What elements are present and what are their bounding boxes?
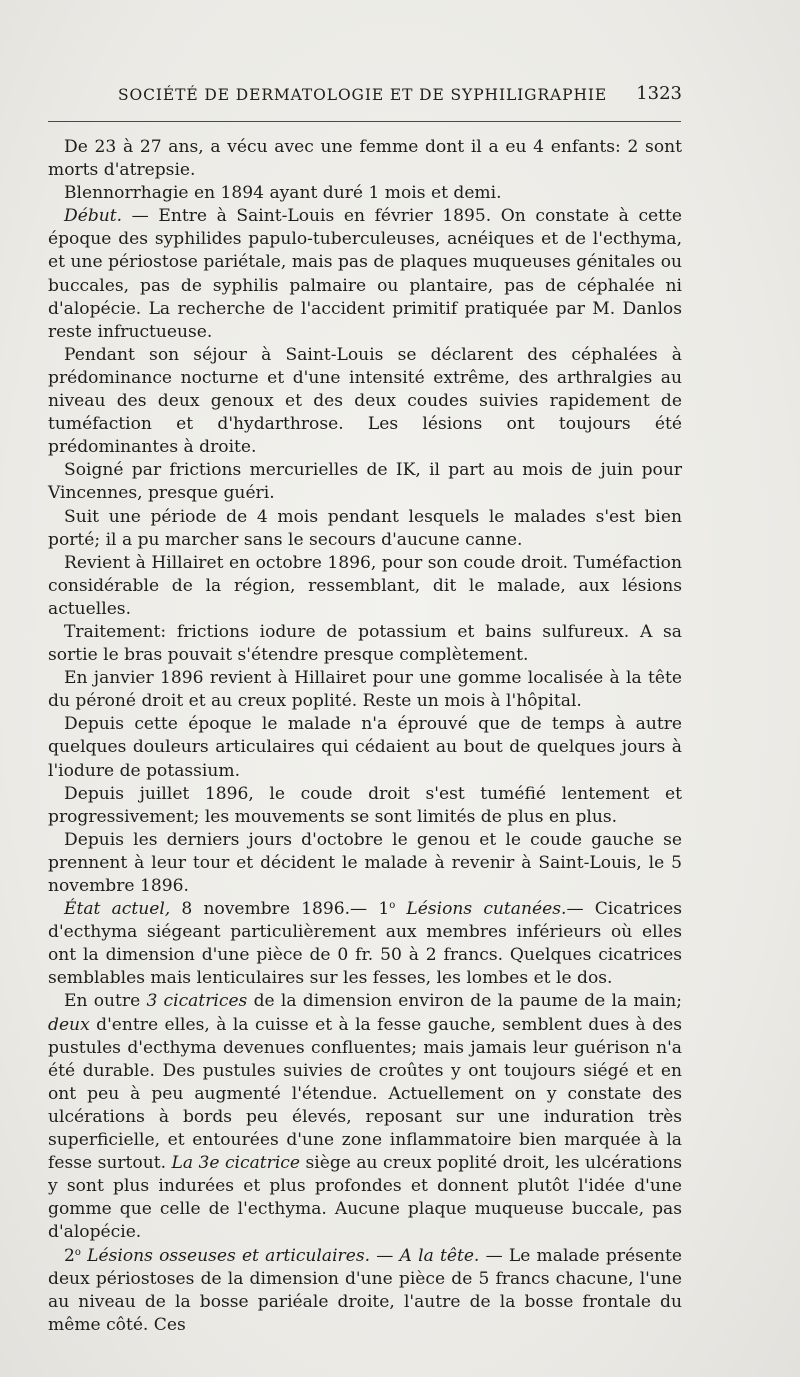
- superscript: o: [74, 1246, 81, 1258]
- paragraph-text: Revient à Hillairet en octobre 1896, pour son coude droit. Tuméfaction considérable de la région, ressemblant, dit le malade, aux lésions actuelles.: [48, 552, 682, 619]
- paragraph: [48, 506, 682, 552]
- superscript: o: [389, 900, 396, 912]
- header-rule: [48, 121, 681, 122]
- paragraph-text: — Entre à Saint-Louis en février 1895. On constate à cette époque des syphilides papulo-tuberculeuses, acnéiques et de l'ecthyma, et une périostose pariétale, mais pas de plaques muqueuses génitales ou buccales, pas de syphilis palmaire ou plantaire, pas de céphalée ni d'alopécie. La recherche de l'accident primitif pratiquée par M. Danlos reste infructueuse.: [48, 206, 682, 342]
- page-header: [118, 83, 682, 110]
- italic-label: Lésions cutanées.: [395, 899, 567, 920]
- paragraph-text: 8 novembre 1896.— 1: [170, 899, 390, 920]
- paragraph-text: Depuis cette époque le malade n'a éprouvé que de temps à autre quelques douleurs articulaires qui cédaient au bout de quelques jours à l'iodure de potassium.: [48, 714, 682, 781]
- paragraph: [48, 990, 682, 1244]
- paragraph: [48, 667, 682, 713]
- running-title: SOCIÉTÉ DE DERMATOLOGIE ET DE SYPHILIGRAPHIE: [118, 86, 608, 104]
- paragraph-text: Suit une période de 4 mois pendant lesquels le malades s'est bien porté; il a pu marcher sans le secours d'aucune canne.: [48, 506, 682, 550]
- paragraph-text: de la dimension environ de la paume de la main;: [247, 991, 683, 1012]
- italic-label: État actuel,: [64, 899, 171, 920]
- italic-label: Lésions osseuses et articulaires.: [80, 1245, 371, 1266]
- paragraph: [48, 552, 682, 621]
- paragraph: [48, 182, 682, 205]
- paragraph-text: 2: [64, 1245, 75, 1266]
- paragraph: [48, 459, 682, 505]
- paragraph-text: Depuis juillet 1896, le coude droit s'est tuméfié lentement et progressivement; les mouvements se sont limités de plus en plus.: [48, 783, 682, 827]
- paragraph-text: En janvier 1896 revient à Hillairet pour une gomme localisée à la tête du péroné droit et au creux poplité. Reste un mois à l'hôpital.: [48, 668, 682, 712]
- paragraph: [48, 344, 682, 459]
- paragraph: [48, 136, 682, 182]
- paragraph-text: Blennorrhagie en 1894 ayant duré 1 mois et demi.: [64, 183, 502, 204]
- paragraph-text: Depuis les derniers jours d'octobre le genou et le coude gauche se prennent à leur tour et décident le malade à revenir à Saint-Louis, le 5 novembre 1896.: [48, 829, 682, 896]
- paragraph-text: En outre: [64, 991, 147, 1012]
- italic-label: Début.: [64, 206, 123, 227]
- italic-label: La 3e cicatrice: [171, 1153, 300, 1174]
- page-number: 1323: [636, 83, 682, 104]
- italic-label: deux: [48, 1014, 90, 1035]
- paragraph: [48, 713, 682, 782]
- paragraph-text: Soigné par frictions mercurielles de IK, il part au mois de juin pour Vincennes, presque guéri.: [48, 460, 682, 504]
- paragraph: [48, 205, 682, 344]
- paragraph-text: Traitement: frictions iodure de potassium et bains sulfureux. A sa sortie le bras pouvait s'étendre presque complètement.: [48, 621, 682, 666]
- paragraph-text: — Le malade présente deux périostoses de la dimension d'une pièce de 5 francs chacune, l'une au niveau de la bosse pariéale droite, l'autre de la bosse frontale du même côté. Ces: [48, 1245, 682, 1335]
- paragraph-text: De 23 à 27 ans, a vécu avec une femme dont il a eu 4 enfants: 2 sont morts d'atrepsie.: [48, 137, 682, 181]
- paragraph-text: —: [370, 1245, 400, 1266]
- paragraph: [48, 898, 682, 990]
- italic-label: 3 cicatrices: [146, 991, 248, 1012]
- paragraph-text: d'entre elles, à la cuisse et à la fesse gauche, semblent dues à des pustules d'ecthyma devenues confluentes; mais jamais leur guérison n'a été durable. Des pustules suivies de croûtes y ont toujours siégé et en ont peu à peu augmenté l'étendue. Actuellement on y constate des ulcérations à bords peu élevés, reposant sur une induration très superficielle, et entourées d'une zone inflammatoire bien marquée à la fesse surtout.: [48, 1014, 682, 1174]
- paragraph-text: Pendant son séjour à Saint-Louis se déclarent des céphalées à prédominance nocturne et d'une intensité extrême, des arthralgies au niveau des deux genoux et des deux coudes suivies rapidement de tuméfaction et d'hydarthrose. Les lésions ont toujours été prédominantes à droite.: [48, 344, 682, 458]
- paragraph-text: siège au creux poplité droit, les ulcérations y sont plus indurées et plus profondes et donnent plutôt l'idée d'une gomme que celle de l'ecthyma. Aucune plaque muqueuse buccale, pas d'alopécie.: [48, 1153, 682, 1243]
- paragraph-text: — Cicatrices d'ecthyma siégeant particulièrement aux membres inférieurs où elles ont la dimension d'une pièce de 0 fr. 50 à 2 francs. Quelques cicatrices semblables mais lenticulaires sur les fesses, les lombes et le dos.: [48, 899, 682, 989]
- italic-label: A la tête.: [399, 1245, 480, 1266]
- body-text: [48, 136, 682, 1337]
- paragraph: [48, 621, 682, 667]
- paragraph: [48, 783, 682, 829]
- paragraph: [48, 829, 682, 898]
- paragraph: [48, 1245, 682, 1337]
